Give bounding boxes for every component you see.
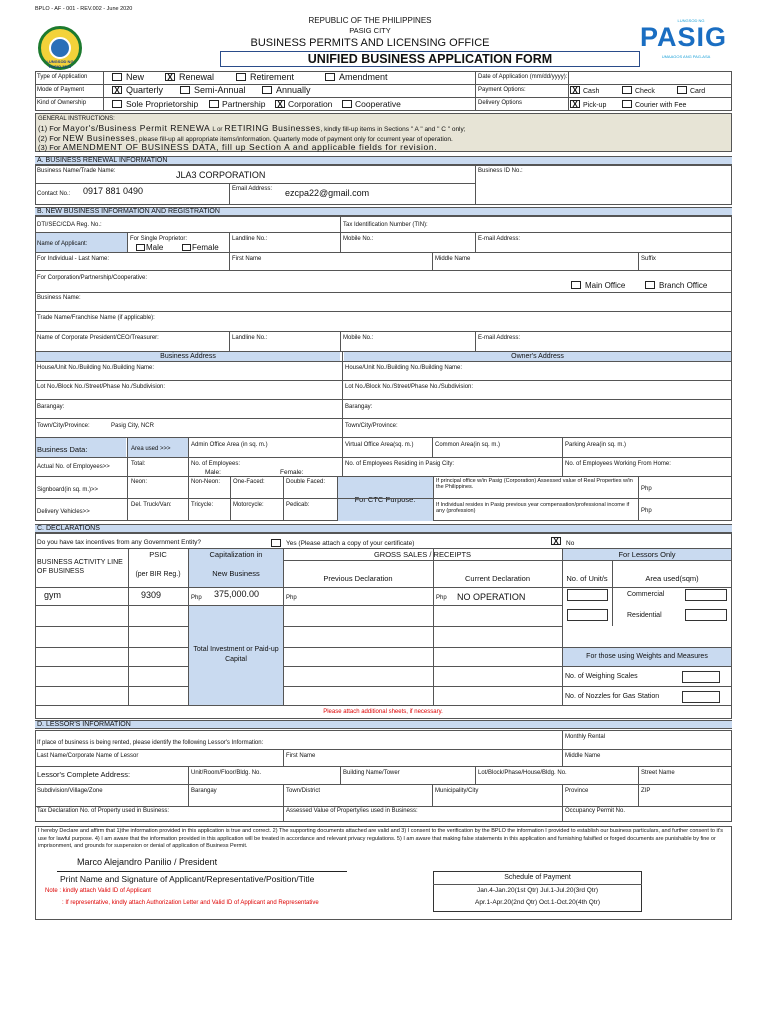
kind-sole-checkbox[interactable] [112, 100, 122, 108]
main-office-checkbox[interactable] [571, 281, 581, 289]
delivery-courier-checkbox[interactable] [622, 100, 632, 108]
email-field[interactable]: ezcpa22@gmail.com [285, 188, 370, 198]
commercial-units-input[interactable] [567, 589, 608, 601]
kind-cooperative-checkbox[interactable] [342, 100, 352, 108]
section-c-title: C. DECLARATIONS [35, 524, 732, 533]
tax-incentive-yes-checkbox[interactable] [271, 539, 281, 547]
payment-card-checkbox[interactable] [677, 86, 687, 94]
male-checkbox[interactable] [136, 244, 145, 251]
kind-corporation-checkbox[interactable]: X [275, 100, 285, 108]
residential-units-input[interactable] [567, 609, 608, 621]
section-d-title: D. LESSOR'S INFORMATION [35, 720, 732, 729]
commercial-area-input[interactable] [685, 589, 727, 601]
mode-semiannual-checkbox[interactable] [180, 86, 190, 94]
logo-bottom: UMAAGOS ANG PAG-ASA [661, 54, 711, 59]
declaration-text: I hereby Declare and affirm that 1)the information provided in this application is true and correct. 2) The supporting documents attached are valid and 3) I consent to the verification by the BPLO the information I provided to establish our business particulars, and further consent to it's use for lawful purpose. 4) I am aware that the information provided in this application will be treated in accordance and relevant privacy regulations. 5) I am aware that making false statements in this application and furnishing falsified or forged documents are punishable by fine or imprisonment, and grounds for suspension or denial of application of Business Permit. [38, 828, 724, 849]
tax-incentive-no-checkbox[interactable]: X [551, 537, 561, 545]
payment-cash-checkbox[interactable]: X [570, 86, 580, 94]
city-seal-icon: LUNGSOD NG PASIG 1573 [38, 26, 82, 70]
psic-field[interactable]: 9309 [141, 590, 162, 600]
type-amendment-checkbox[interactable] [325, 73, 335, 81]
signatory-name[interactable]: Marco Alejandro Panilio / President [77, 857, 218, 867]
weighing-scales-input[interactable] [682, 671, 720, 683]
section-a-title: A. BUSINESS RENEWAL INFORMATION [35, 156, 732, 165]
female-checkbox[interactable] [182, 244, 191, 251]
delivery-pickup-checkbox[interactable]: X [570, 100, 580, 108]
residential-area-input[interactable] [685, 609, 727, 621]
contact-number-field[interactable]: 0917 881 0490 [83, 186, 144, 196]
current-declaration-field[interactable]: NO OPERATION [457, 592, 526, 602]
nozzles-input[interactable] [682, 691, 720, 703]
logo-top: LUNGSOD NG [677, 18, 705, 23]
type-new-checkbox[interactable] [112, 73, 122, 81]
doc-code: BPLO - AF - 001 - REV.002 - June 2020 [35, 6, 133, 12]
capitalization-field[interactable]: 375,000.00 [214, 589, 260, 599]
line-of-business-field[interactable]: gym [44, 590, 62, 600]
city-label: PASIG CITY [349, 26, 391, 35]
office-label: BUSINESS PERMITS AND LICENSING OFFICE [250, 37, 490, 49]
type-renewal-checkbox[interactable]: X [165, 73, 175, 81]
section-b-title: B. NEW BUSINESS INFORMATION AND REGISTRATION [35, 207, 732, 216]
business-name-field[interactable]: JLA3 CORPORATION [176, 170, 266, 180]
type-retirement-checkbox[interactable] [236, 73, 246, 81]
branch-office-checkbox[interactable] [645, 281, 655, 289]
pasig-logo: PASIG [640, 22, 728, 52]
general-instructions: GENERAL INSTRUCTIONS: (1) For Mayor's/Business Permit RENEWA L or RETIRING Businesses, kindly fill-up items in Sections " A " and " C " only; (2) For NEW Businesses, please fill-up all appropriate items/information. Quarterly mode of payment only for ccurrent year of operation. (3) For AMENDMENT OF BUSINESS DATA, fill up Section A and applicable fields for revision. [35, 113, 732, 152]
kind-partnership-checkbox[interactable] [209, 100, 219, 108]
mode-annually-checkbox[interactable] [262, 86, 272, 94]
payment-check-checkbox[interactable] [622, 86, 632, 94]
republic-label: REPUBLIC OF THE PHILIPPINES [308, 16, 432, 25]
form-title: UNIFIED BUSINESS APPLICATION FORM [220, 51, 640, 67]
mode-quarterly-checkbox[interactable]: X [112, 86, 122, 94]
